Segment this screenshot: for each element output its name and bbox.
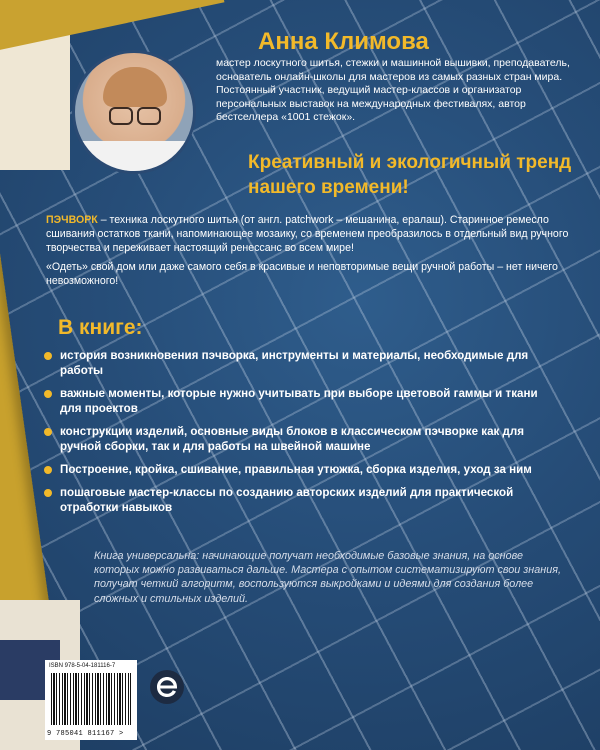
bullet-icon (44, 466, 52, 474)
list-item: важные моменты, которые нужно учитывать при выборе цветовой гаммы и ткани для проектов (40, 386, 560, 416)
barcode-bars (51, 673, 131, 725)
bullet-icon (44, 352, 52, 360)
intro-paragraph-1 (46, 213, 586, 255)
publisher-logo-icon (150, 670, 184, 704)
slogan: Креативный и экологичный тренд нашего времени! (248, 152, 572, 198)
list-item: пошаговые мастер-классы по созданию авторских изделий для практической отработки навыков (40, 485, 560, 515)
bullet-icon (44, 390, 52, 398)
bullet-icon (44, 489, 52, 497)
list-item: история возникновения пэчворка, инструменты и материалы, необходимые для работы (40, 348, 560, 378)
author-bio: мастер лоскутного шитья, стежки и машинной вышивки, преподаватель, основатель онлайн-школы для мастеров из самых разных стран мира. Постоянный участник, ведущий мастер-классов и организатор персональных выставок на международных фестивалях, автор бестселлера «1001 стежок». (216, 57, 570, 123)
closing-text: Книга универсальна: начинающие получат необходимые базовые знания, на основе которых можно развиваться дальше. Мастера с опытом систематизируют свои знания, получат четкий алгоритм, воспользуются выкройками и идеями для создания более сложных и стильных изделий. (94, 550, 561, 605)
intro-text (46, 213, 586, 288)
author-photo (72, 50, 196, 174)
list-item: конструкции изделий, основные виды блоков в классическом пэчворке как для ручной сборки, так и для работы на швейной машине (40, 424, 560, 454)
intro-paragraph-2: «Одеть» свой дом или даже самого себя в красивые и неповторимые вещи ручной работы – нет ничего невозможного! (46, 261, 558, 287)
features-list (40, 348, 560, 523)
barcode (45, 660, 137, 740)
isbn-label: ISBN 978-5-04-181116-7 (49, 663, 116, 669)
in-book-heading: В книге: (58, 316, 143, 339)
barcode-digits: 9 785041 811167 > (47, 730, 124, 738)
list-item: Построение, кройка, сшивание, правильная утюжка, сборка изделия, уход за ним (40, 462, 560, 477)
intro-keyword: ПЭЧВОРК (46, 214, 98, 226)
author-name: Анна Климова (258, 28, 429, 55)
bullet-icon (44, 428, 52, 436)
intro-paragraph-1-text: – техника лоскутного шитья (от англ. patchwork – мешанина, ералаш). Старинное ремесло сшивания остатков ткани, напоминающее мозаику, со временем преобразилось в отдельный вид ручного творчества и переживает настоящий ренессанс во всем мире! (46, 214, 569, 254)
